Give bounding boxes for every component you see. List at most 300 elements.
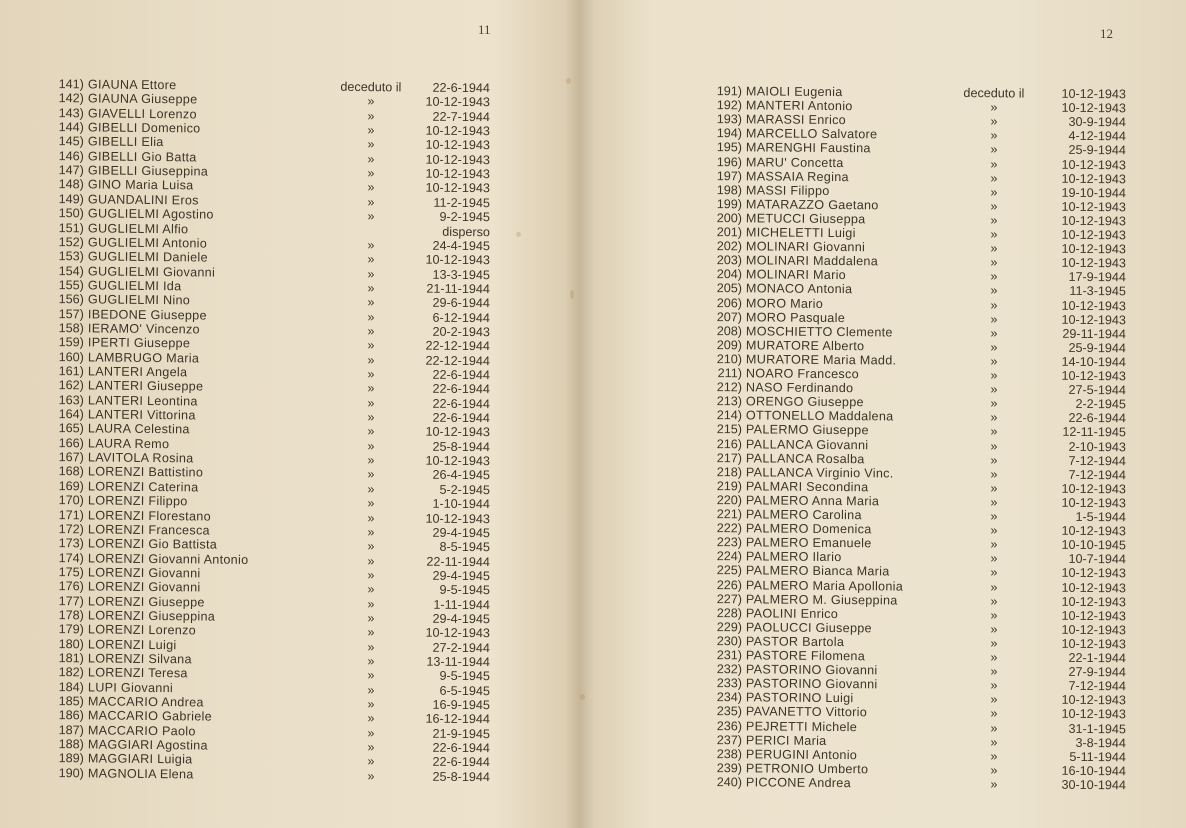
entry-date: 22-12-1944 bbox=[425, 338, 490, 354]
entry-status: » bbox=[367, 209, 375, 224]
entry-date: 25-9-1944 bbox=[1068, 143, 1126, 158]
entry-status: » bbox=[990, 269, 998, 284]
entry-status: » bbox=[990, 100, 998, 115]
entry-name: MONACO Antonia bbox=[745, 281, 853, 297]
entry-number: 222) bbox=[716, 521, 742, 536]
entry-name: LORENZI Teresa bbox=[87, 665, 188, 681]
entry-date: 20-2-1943 bbox=[432, 324, 490, 340]
entry-list-left bbox=[0, 0, 580, 828]
entry-name: LORENZI Giovanni bbox=[87, 579, 201, 595]
entry-number: 141) bbox=[58, 77, 84, 92]
entry-status: » bbox=[367, 367, 375, 382]
entry-status: » bbox=[990, 678, 998, 693]
entry-number: 142) bbox=[58, 91, 84, 106]
entry-number: 240) bbox=[716, 774, 742, 790]
entry-name: GIAUNA Ettore bbox=[87, 77, 177, 93]
entry-number: 143) bbox=[58, 105, 84, 121]
entry-status: » bbox=[367, 123, 375, 138]
entry-status: » bbox=[990, 354, 998, 369]
entry-date: 5-2-1945 bbox=[439, 482, 490, 498]
entry-date: 10-12-1943 bbox=[1061, 608, 1126, 623]
entry-date: 6-12-1944 bbox=[432, 310, 490, 325]
entry-date: 29-4-1945 bbox=[432, 568, 490, 584]
entry-date: 1-5-1944 bbox=[1075, 509, 1126, 525]
entry-date: 1-10-1944 bbox=[432, 496, 490, 512]
entry-name: GIBELLI Elia bbox=[87, 134, 164, 150]
entry-date: 10-12-1943 bbox=[1061, 495, 1126, 511]
entry-status: » bbox=[367, 438, 375, 453]
entry-list-right bbox=[580, 0, 1186, 828]
entry-number: 174) bbox=[58, 550, 84, 565]
entry-status: » bbox=[990, 283, 998, 298]
entry-date: 22-6-1944 bbox=[1068, 411, 1126, 426]
entry-number: 238) bbox=[716, 746, 742, 761]
entry-status: » bbox=[367, 553, 375, 568]
entry-number: 150) bbox=[58, 206, 84, 221]
entry-number: 188) bbox=[58, 737, 84, 752]
entry-number: 215) bbox=[716, 422, 742, 437]
entry-date: 7-12-1944 bbox=[1068, 467, 1126, 482]
entry-name: MARENGHI Faustina bbox=[745, 140, 871, 156]
entry-status: » bbox=[990, 297, 998, 312]
entry-number: 195) bbox=[716, 140, 742, 155]
entry-name: PALERMO Giuseppe bbox=[745, 422, 869, 438]
entry-number: 233) bbox=[716, 676, 742, 691]
entry-name: PAOLINI Enrico bbox=[745, 606, 839, 621]
entry-number: 193) bbox=[716, 112, 742, 127]
entry-status: » bbox=[367, 280, 375, 296]
entry-name: GIBELLI Gio Batta bbox=[87, 149, 197, 165]
entry-number: 198) bbox=[716, 182, 742, 197]
entry-date: 22-11-1944 bbox=[426, 554, 490, 569]
entry-number: 224) bbox=[716, 549, 742, 564]
entry-name: GIAUNA Giuseppe bbox=[87, 91, 198, 107]
entry-date: 30-9-1944 bbox=[1068, 115, 1126, 130]
entry-status: » bbox=[367, 596, 375, 611]
entry-name: LAMBRUGO Maria bbox=[87, 350, 200, 366]
entry-number: 176) bbox=[58, 579, 84, 594]
entry-number: 169) bbox=[58, 478, 84, 494]
entry-status: deceduto il bbox=[963, 86, 1025, 101]
entry-number: 229) bbox=[716, 619, 742, 635]
entry-status: » bbox=[990, 622, 998, 637]
entry-name: LORENZI Giuseppe bbox=[87, 593, 205, 610]
entry-name: GIBELLI Domenico bbox=[87, 120, 201, 136]
entry-name: MACCARIO Paolo bbox=[87, 723, 196, 739]
entry-date: 21-11-1944 bbox=[426, 281, 490, 297]
entry-status: » bbox=[367, 754, 375, 769]
entry-number: 158) bbox=[58, 321, 84, 336]
entry-date: 9-5-1945 bbox=[439, 669, 490, 684]
entry-name: MASSI Filippo bbox=[745, 183, 830, 198]
entry-name: MICHELETTI Luigi bbox=[745, 225, 856, 241]
entry-status: » bbox=[367, 309, 375, 324]
entry-name: PAVANETTO Vittorio bbox=[745, 704, 868, 720]
entry-status: » bbox=[367, 108, 375, 123]
entry-name: PALMERO Ilario bbox=[745, 549, 842, 565]
entry-status: » bbox=[367, 194, 375, 209]
entry-number: 207) bbox=[716, 309, 742, 324]
entry-number: 228) bbox=[716, 605, 742, 620]
entry-name: GUGLIELMI Nino bbox=[87, 292, 191, 308]
entry-status: » bbox=[990, 424, 998, 439]
entry-date: 10-12-1943 bbox=[1061, 171, 1126, 186]
entry-date: 10-12-1943 bbox=[425, 252, 490, 268]
entry-number: 219) bbox=[716, 478, 742, 494]
entry-name: IPERTI Giuseppe bbox=[87, 335, 191, 351]
entry-name: MATARAZZO Gaetano bbox=[745, 197, 879, 213]
entry-number: 223) bbox=[716, 535, 742, 550]
entry-date: 6-5-1945 bbox=[439, 683, 490, 698]
entry-number: 208) bbox=[716, 323, 742, 338]
entry-number: 199) bbox=[716, 196, 742, 212]
entry-number: 213) bbox=[716, 394, 742, 409]
entry-status: » bbox=[990, 382, 998, 397]
entry-name: PALLANCA Giovanni bbox=[745, 436, 869, 452]
entry-number: 152) bbox=[58, 234, 84, 250]
entry-date: 9-2-1945 bbox=[439, 209, 490, 225]
entry-number: 145) bbox=[58, 134, 84, 149]
entry-name: GUGLIELMI Giovanni bbox=[87, 263, 216, 280]
entry-name: PASTORINO Luigi bbox=[745, 690, 854, 706]
entry-status: » bbox=[990, 410, 998, 425]
entry-name: LAURA Celestina bbox=[87, 421, 190, 437]
entry-name: LAURA Remo bbox=[87, 436, 170, 451]
entry-status: » bbox=[367, 567, 375, 583]
entry-name: PASTORINO Giovanni bbox=[745, 676, 878, 692]
entry-number: 163) bbox=[58, 392, 84, 408]
entry-date: 10-12-1943 bbox=[425, 123, 490, 139]
entry-status: » bbox=[367, 496, 375, 511]
entry-name: PERUGINI Antonio bbox=[745, 747, 858, 762]
entry-number: 182) bbox=[58, 665, 84, 680]
paper-stain bbox=[566, 78, 571, 84]
entry-date: 12-11-1945 bbox=[1062, 425, 1126, 440]
entry-date: 27-9-1944 bbox=[1068, 664, 1126, 680]
entry-status: » bbox=[367, 654, 375, 669]
entry-status: » bbox=[990, 509, 998, 524]
entry-status: » bbox=[367, 668, 375, 683]
entry-status: » bbox=[990, 438, 998, 453]
entry-status: » bbox=[367, 151, 375, 166]
entry-status: » bbox=[990, 551, 998, 566]
entry-number: 203) bbox=[716, 253, 742, 268]
entry-status: » bbox=[990, 213, 998, 228]
entry-status: » bbox=[367, 711, 375, 726]
entry-date: 10-12-1943 bbox=[1061, 368, 1126, 384]
entry-name: MURATORE Maria Madd. bbox=[745, 352, 897, 368]
entry-status: » bbox=[990, 565, 998, 580]
entry-status: » bbox=[990, 170, 998, 185]
entry-status: » bbox=[367, 453, 375, 468]
entry-status: » bbox=[367, 625, 375, 640]
entry-date: 22-6-1944 bbox=[432, 396, 490, 411]
entry-status: » bbox=[367, 266, 375, 281]
entry-number: 180) bbox=[58, 636, 84, 651]
book-gutter bbox=[566, 0, 594, 828]
entry-date: disperso bbox=[442, 224, 490, 239]
entry-name: LORENZI Filippo bbox=[87, 493, 188, 509]
entry-date: 10-12-1943 bbox=[425, 166, 490, 182]
entry-name: METUCCI Giuseppa bbox=[745, 211, 866, 227]
entry-date: 10-12-1943 bbox=[1061, 86, 1126, 102]
entry-status: » bbox=[990, 452, 998, 467]
entry-name: LORENZI Giuseppina bbox=[87, 608, 216, 624]
entry-number: 227) bbox=[716, 591, 742, 606]
entry-name: MOLINARI Maddalena bbox=[745, 253, 879, 269]
entry-number: 204) bbox=[716, 267, 742, 282]
entry-number: 175) bbox=[58, 564, 84, 580]
entry-status: » bbox=[990, 199, 998, 214]
entry-date: 22-6-1944 bbox=[432, 80, 490, 96]
entry-number: 153) bbox=[58, 249, 84, 264]
entry-date: 10-12-1943 bbox=[1061, 707, 1126, 722]
entry-status: » bbox=[990, 241, 998, 256]
entry-status: » bbox=[367, 410, 375, 425]
entry-date: 8-5-1945 bbox=[439, 539, 490, 555]
entry-date: 25-8-1944 bbox=[432, 769, 490, 785]
entry-number: 212) bbox=[716, 380, 742, 395]
entry-name: MACCARIO Gabriele bbox=[87, 708, 213, 724]
entry-number: 202) bbox=[716, 239, 742, 254]
entry-status: » bbox=[990, 537, 998, 552]
entry-status: » bbox=[367, 252, 375, 267]
entry-number: 177) bbox=[58, 593, 84, 608]
entry-date: 10-12-1943 bbox=[1061, 523, 1126, 539]
entry-date: 7-12-1944 bbox=[1068, 453, 1126, 468]
entry-status: » bbox=[367, 295, 375, 310]
entry-name: MORO Mario bbox=[745, 295, 824, 311]
entry-date: 16-10-1944 bbox=[1061, 763, 1126, 779]
entry-date: 7-12-1944 bbox=[1068, 679, 1126, 694]
entry-name: MURATORE Alberto bbox=[745, 338, 865, 354]
entry-number: 218) bbox=[716, 464, 742, 479]
entry-name: LANTERI Angela bbox=[87, 364, 188, 380]
left-page bbox=[0, 0, 580, 828]
page-number-left: 11 bbox=[478, 22, 491, 37]
entry-number: 162) bbox=[58, 378, 84, 393]
entry-status: » bbox=[990, 325, 998, 340]
entry-date: 4-12-1944 bbox=[1068, 129, 1126, 144]
entry-status: » bbox=[990, 396, 998, 411]
entry-number: 232) bbox=[716, 662, 742, 677]
entry-status: » bbox=[990, 692, 998, 707]
entry-name: MOLINARI Mario bbox=[745, 267, 847, 283]
entry-date: 10-12-1943 bbox=[425, 181, 490, 196]
entry-status: » bbox=[990, 748, 998, 763]
entry-status: » bbox=[990, 311, 998, 326]
entry-status: » bbox=[367, 395, 375, 410]
entry-name: GIBELLI Giuseppina bbox=[87, 163, 209, 179]
paper-stain bbox=[580, 694, 585, 700]
entry-date: 22-6-1944 bbox=[432, 410, 490, 426]
entry-date: 10-12-1943 bbox=[1061, 199, 1126, 215]
entry-number: 149) bbox=[58, 191, 84, 207]
entry-number: 236) bbox=[716, 718, 742, 733]
entry-name: MARCELLO Salvatore bbox=[745, 126, 878, 142]
entry-status: » bbox=[367, 582, 375, 597]
entry-number: 221) bbox=[716, 507, 742, 522]
entry-number: 192) bbox=[716, 98, 742, 113]
entry-number: 196) bbox=[716, 154, 742, 169]
entry-number: 235) bbox=[716, 704, 742, 719]
entry-number: 231) bbox=[716, 648, 742, 663]
entry-date: 10-12-1943 bbox=[1061, 636, 1126, 652]
entry-number: 147) bbox=[58, 163, 84, 178]
entry-status: » bbox=[367, 539, 375, 554]
entry-name: MARASSI Enrico bbox=[745, 112, 847, 128]
entry-date: 24-4-1945 bbox=[432, 238, 490, 254]
entry-status: » bbox=[367, 740, 375, 755]
entry-name: LUPI Giovanni bbox=[87, 680, 174, 695]
entry-status: » bbox=[367, 338, 375, 353]
entry-name: PALMERO Carolina bbox=[745, 507, 862, 523]
entry-number: 216) bbox=[716, 436, 742, 451]
entry-number: 159) bbox=[58, 335, 84, 350]
entry-number: 214) bbox=[716, 408, 742, 423]
entry-status: » bbox=[990, 664, 998, 679]
entry-number: 172) bbox=[58, 521, 84, 537]
entry-number: 184) bbox=[58, 679, 84, 695]
entry-number: 170) bbox=[58, 493, 84, 508]
entry-date: 2-2-1945 bbox=[1075, 397, 1126, 412]
entry-status: » bbox=[990, 128, 998, 143]
entry-status: » bbox=[367, 94, 375, 109]
entry-name: IERAMO' Vincenzo bbox=[87, 321, 200, 337]
entry-name: PASTOR Bartola bbox=[745, 634, 845, 649]
entry-number: 237) bbox=[716, 732, 742, 747]
entry-status: » bbox=[367, 180, 375, 195]
entry-name: LORENZI Giovanni bbox=[87, 565, 201, 581]
entry-name: PALMERO Maria Apollonia bbox=[745, 577, 904, 594]
entry-name: LORENZI Silvana bbox=[87, 651, 192, 667]
entry-date: 31-1-1945 bbox=[1068, 721, 1126, 736]
entry-number: 187) bbox=[58, 722, 84, 738]
entry-status: » bbox=[367, 510, 375, 525]
entry-status: » bbox=[367, 166, 375, 181]
entry-number: 225) bbox=[716, 563, 742, 578]
entry-date: 10-12-1943 bbox=[1061, 100, 1126, 116]
entry-name: LANTERI Vittorina bbox=[87, 407, 196, 423]
entry-number: 220) bbox=[716, 492, 742, 508]
entry-name: MORO Pasquale bbox=[745, 309, 846, 325]
entry-date: 10-12-1943 bbox=[1061, 241, 1126, 257]
entry-name: MASSAIA Regina bbox=[745, 168, 849, 184]
entry-number: 155) bbox=[58, 277, 84, 293]
entry-name: GUGLIELMI Alfio bbox=[87, 220, 189, 236]
entry-status: » bbox=[990, 481, 998, 496]
entry-date: 11-2-1945 bbox=[433, 195, 490, 211]
entry-status: » bbox=[367, 137, 375, 152]
entry-date: 10-12-1943 bbox=[1061, 298, 1126, 313]
entry-date: 29-11-1944 bbox=[1062, 326, 1126, 341]
entry-name: NOARO Francesco bbox=[745, 366, 859, 382]
entry-name: GIAVELLI Lorenzo bbox=[87, 106, 197, 122]
entry-number: 146) bbox=[58, 148, 84, 164]
entry-number: 151) bbox=[58, 220, 84, 235]
entry-name: MAGGIARI Agostina bbox=[87, 737, 208, 753]
entry-number: 200) bbox=[716, 210, 742, 226]
entry-status: » bbox=[367, 467, 375, 482]
entry-status: » bbox=[990, 734, 998, 749]
entry-date: 5-11-1944 bbox=[1069, 749, 1126, 764]
entry-name: PETRONIO Umberto bbox=[745, 761, 869, 777]
entry-name: OTTONELLO Maddalena bbox=[745, 408, 894, 424]
entry-name: PALMERO Bianca Maria bbox=[745, 563, 890, 579]
entry-number: 144) bbox=[58, 120, 84, 135]
entry-date: 2-10-1943 bbox=[1068, 439, 1126, 454]
entry-status: » bbox=[367, 324, 375, 339]
entry-name: LORENZI Luigi bbox=[87, 637, 177, 652]
entry-date: 11-3-1945 bbox=[1069, 284, 1126, 299]
entry-status: » bbox=[990, 579, 998, 594]
entry-name: LAVITOLA Rosina bbox=[87, 450, 194, 466]
entry-date: 19-10-1944 bbox=[1061, 185, 1126, 200]
entry-date: 10-12-1943 bbox=[1061, 213, 1126, 229]
entry-date: 14-10-1944 bbox=[1061, 354, 1126, 370]
entry-number: 156) bbox=[58, 292, 84, 307]
entry-name: MAIOLI Eugenia bbox=[745, 84, 843, 100]
entry-name: GUGLIELMI Daniele bbox=[87, 249, 208, 265]
entry-name: GINO Maria Luisa bbox=[87, 177, 194, 193]
entry-status: » bbox=[367, 611, 375, 626]
entry-name: PALLANCA Rosalba bbox=[745, 450, 865, 466]
entry-status: » bbox=[990, 706, 998, 721]
entry-name: GUANDALINI Eros bbox=[87, 192, 199, 208]
entry-number: 173) bbox=[58, 536, 84, 551]
entry-name: LANTERI Giuseppe bbox=[87, 378, 204, 394]
entry-date: 10-12-1943 bbox=[425, 94, 490, 110]
entry-date: 10-12-1943 bbox=[1061, 481, 1126, 497]
entry-date: 29-4-1945 bbox=[432, 611, 490, 627]
entry-number: 189) bbox=[58, 751, 84, 766]
entry-number: 206) bbox=[716, 295, 742, 310]
entry-status: » bbox=[367, 697, 375, 712]
entry-name: MANTERI Antonio bbox=[745, 98, 853, 114]
entry-status: » bbox=[990, 184, 998, 199]
entry-name: LORENZI Gio Battista bbox=[87, 536, 218, 552]
entry-name: PEJRETTI Michele bbox=[745, 718, 858, 734]
entry-status: » bbox=[367, 237, 375, 252]
entry-date: 17-9-1944 bbox=[1068, 270, 1126, 285]
entry-name: PAOLUCCI Giuseppe bbox=[745, 620, 872, 636]
entry-status: » bbox=[990, 495, 998, 510]
entry-name: LORENZI Florestano bbox=[87, 507, 211, 524]
entry-date: 10-12-1943 bbox=[1061, 312, 1126, 327]
entry-number: 191) bbox=[716, 84, 742, 99]
entry-number: 157) bbox=[58, 306, 84, 321]
entry-name: PERICI Maria bbox=[745, 732, 827, 748]
entry-date: 10-12-1943 bbox=[425, 425, 490, 440]
entry-status: » bbox=[990, 156, 998, 171]
entry-name: MOSCHIETTO Clemente bbox=[745, 324, 893, 340]
entry-date: 27-5-1944 bbox=[1068, 382, 1126, 398]
entry-date: 22-7-1944 bbox=[432, 109, 490, 124]
entry-name: MAGNOLIA Elena bbox=[87, 766, 194, 782]
entry-number: 194) bbox=[716, 126, 742, 141]
entry-name: GUGLIELMI Agostino bbox=[87, 206, 214, 222]
entry-status: » bbox=[990, 607, 998, 622]
entry-number: 205) bbox=[716, 281, 742, 296]
entry-status: » bbox=[367, 381, 375, 396]
entry-date: 3-8-1944 bbox=[1075, 735, 1126, 750]
entry-date: 29-4-1945 bbox=[432, 525, 490, 541]
entry-name: PASTORE Filomena bbox=[745, 648, 866, 664]
entry-date: 25-8-1944 bbox=[432, 439, 490, 454]
entry-date: 1-11-1944 bbox=[433, 597, 490, 612]
entry-date: 16-12-1944 bbox=[425, 712, 490, 727]
entry-date: 22-12-1944 bbox=[425, 353, 490, 368]
